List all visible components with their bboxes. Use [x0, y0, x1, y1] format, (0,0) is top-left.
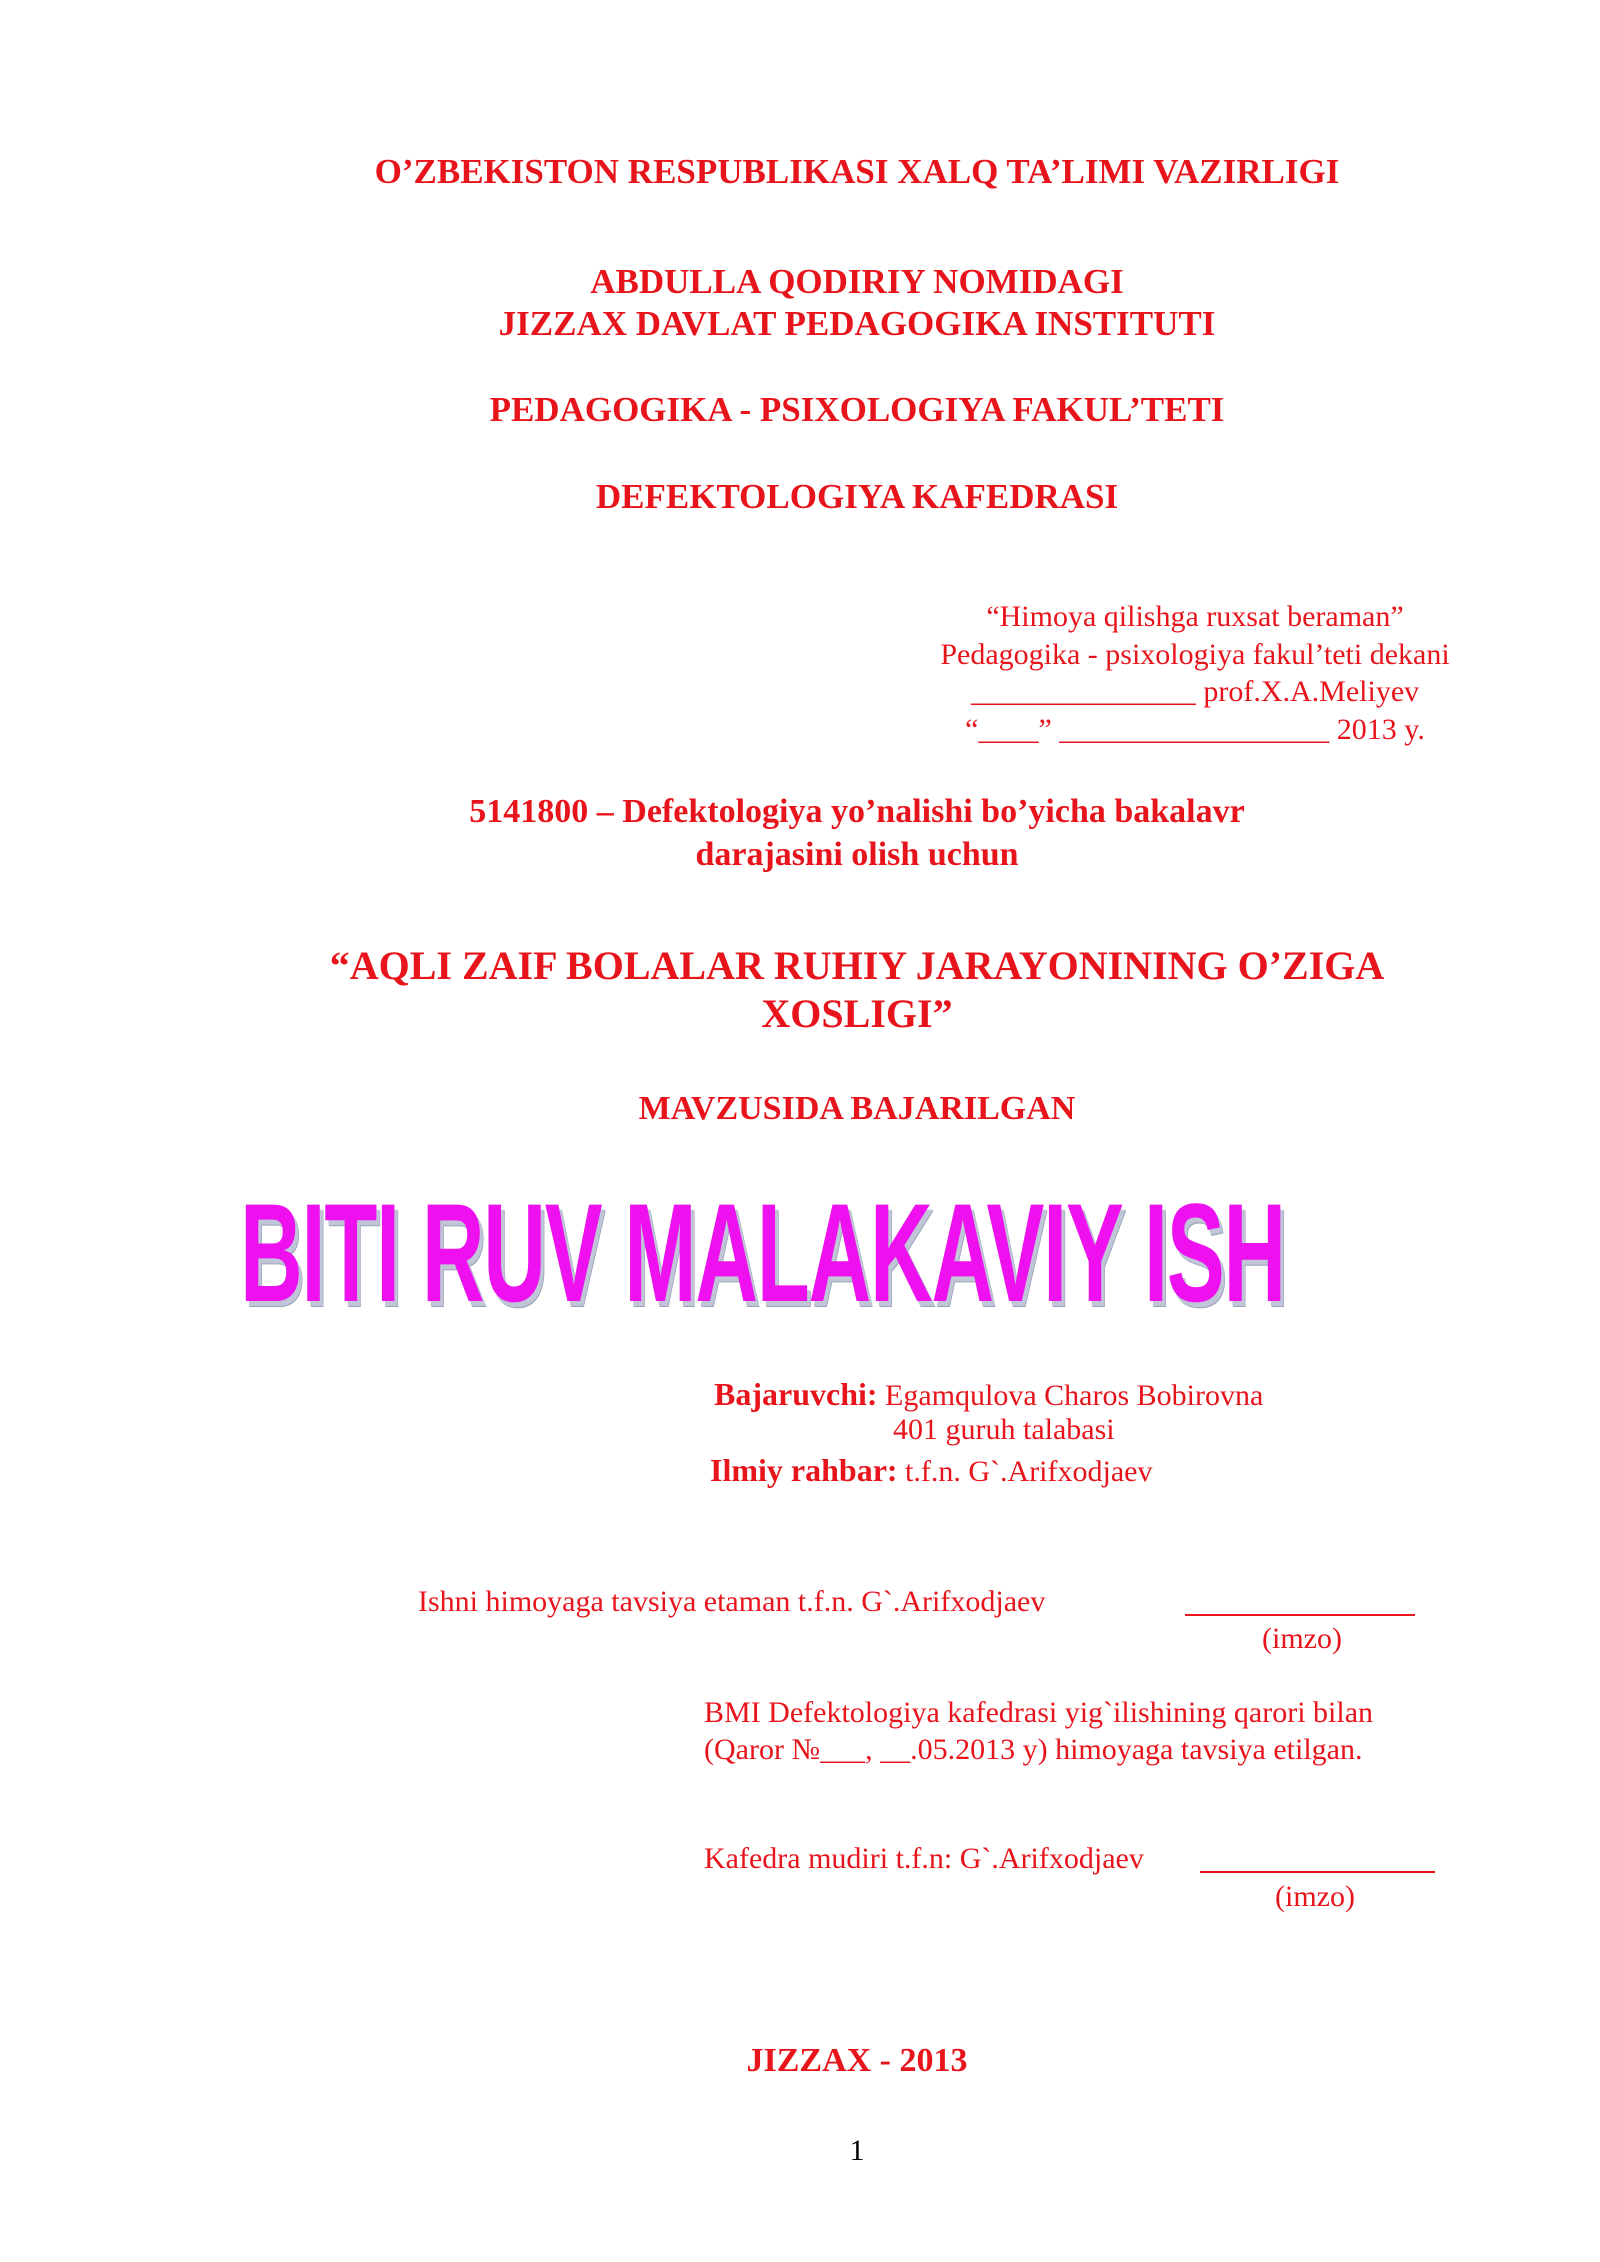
approval-line3: _______________ prof.X.A.Meliyev — [970, 675, 1420, 708]
performer-row — [714, 1376, 1263, 1413]
performer-label: Bajaruvchi: — [714, 1376, 878, 1412]
institute-name-line2: JIZZAX DAVLAT PEDAGOGIKA INSTITUTI — [498, 304, 1216, 343]
department-heading: DEFEKTOLOGIYA KAFEDRASI — [595, 477, 1119, 516]
page-number: 1 — [849, 2134, 865, 2167]
advisor-row — [710, 1452, 1152, 1489]
performer-name: Egamqulova Charos Bobirovna — [885, 1379, 1264, 1412]
city-year: JIZZAX - 2013 — [746, 2042, 968, 2079]
signature-label: (imzo) — [1262, 1622, 1342, 1655]
decision-line1: BMI Defektologiya kafedrasi yig`ilishining qarori bilan — [704, 1696, 1374, 1729]
advisor-name: t.f.n. G`.Arifxodjaev — [905, 1455, 1153, 1488]
recommendation-text: Ishni himoyaga tavsiya etaman t.f.n. G`.Arifxodjaev — [418, 1585, 1046, 1618]
head-signature-text: Kafedra mudiri t.f.n: G`.Arifxodjaev — [704, 1842, 1144, 1875]
decision-line2: (Qaror №___, __.05.2013 y) himoyaga tavsiya etilgan. — [704, 1733, 1363, 1766]
subtitle: MAVZUSIDA BAJARILGAN — [638, 1090, 1076, 1127]
advisor-label: Ilmiy rahbar: — [710, 1452, 898, 1488]
topic-title-line2: XOSLIGI” — [761, 991, 953, 1036]
approval-line1: “Himoya qilishga ruxsat beraman” — [986, 600, 1404, 633]
signature-line — [1185, 1614, 1415, 1616]
main-title: BITI RUV MALAKAVIY ISH — [240, 1174, 1285, 1331]
faculty-heading: PEDAGOGIKA - PSIXOLOGIYA FAKUL’TETI — [489, 390, 1225, 429]
head-signature-label: (imzo) — [1275, 1880, 1355, 1913]
ministry-heading: O’ZBEKISTON RESPUBLIKASI XALQ TA’LIMI VAZIRLIGI — [374, 152, 1340, 191]
performer-group: 401 guruh talabasi — [893, 1413, 1115, 1446]
degree-line1: 5141800 – Defektologiya yo’nalishi bo’yicha bakalavr — [469, 793, 1245, 830]
institute-name-line1: ABDULLA QODIRIY NOMIDAGI — [590, 262, 1124, 301]
approval-line2: Pedagogika - psixologiya fakul’teti dekani — [940, 638, 1450, 671]
head-signature-line — [1200, 1871, 1435, 1873]
topic-title-line1: “AQLI ZAIF BOLALAR RUHIY JARAYONINING O’ZIGA — [329, 943, 1385, 988]
degree-line2: darajasini olish uchun — [695, 836, 1019, 873]
approval-line4: “____” __________________ 2013 y. — [965, 713, 1425, 746]
